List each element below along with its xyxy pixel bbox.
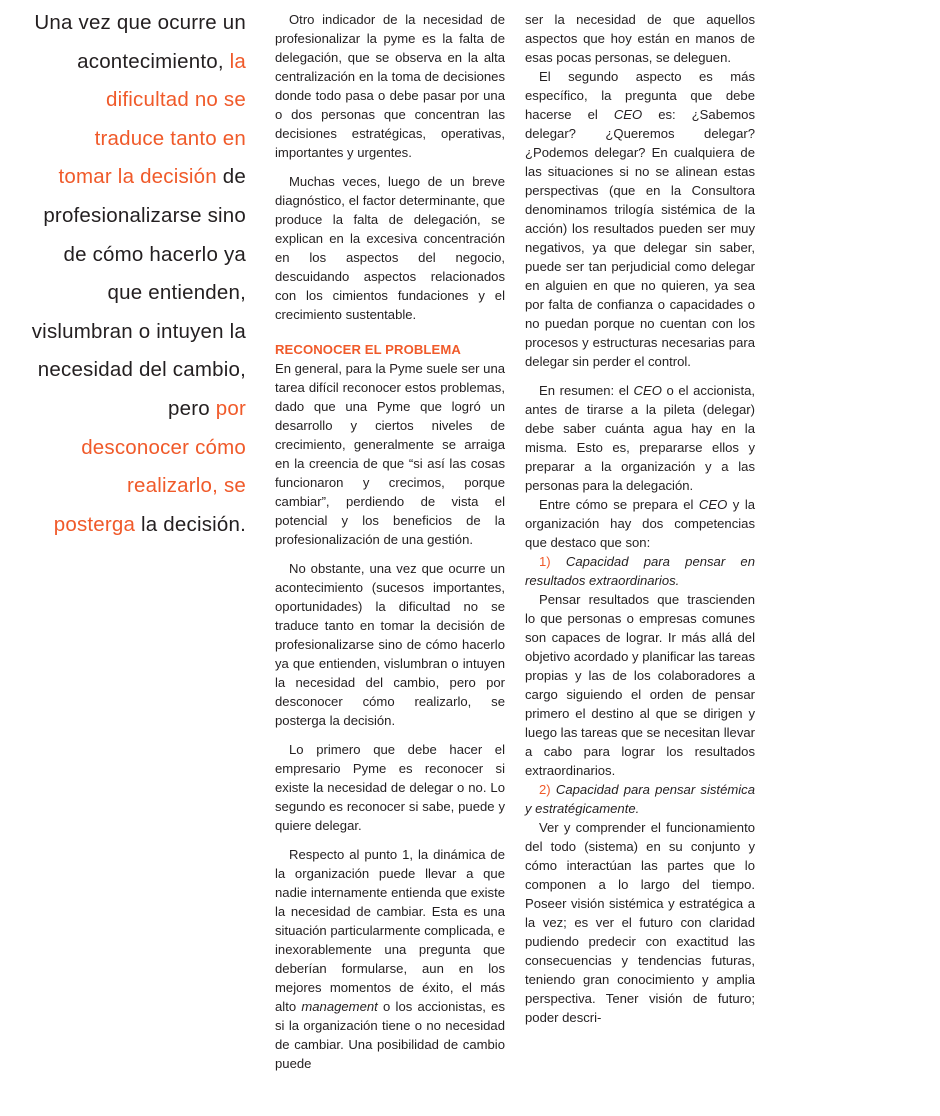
paragraph-text: Respecto al punto 1, la dinámica de la organización puede llevar a que nadie internamente entienda que existe la necesidad de cambiar. Esta es una situación particularmente complicada, e inexorablemente una pregunta que deberían formularse, aun en los mejores momentos de éxito, el más alto — [275, 847, 505, 1014]
list-item-heading — [525, 552, 755, 590]
paragraph: Muchas veces, luego de un breve diagnóstico, el factor determinante, que produce la falta de delegación, se explican en la excesiva concentración en los aspectos del negocio, descuidando aspectos relacionados con los cimientos fundaciones y el crecimiento sustentable. — [275, 174, 505, 322]
list-item-title: Capacidad para pensar sistémica y estratégicamente. — [525, 782, 755, 816]
pull-quote-highlight: la — [229, 49, 246, 73]
pull-quote-text: de — [216, 165, 246, 189]
list-number: 1) — [539, 554, 551, 569]
paragraph: Pensar resultados que trascienden lo que personas o empresas comunes son capaces de lograr. Ir más allá del objetivo acordado y planificar las tareas propias y las de los colaboradores a cargo siguiendo el orden de pensar primero el destino al que se dirigen y luego las tareas que se necesitan llevar a cabo para lograr los resultados extraordinarios. — [525, 592, 756, 778]
pull-quote-line — [14, 197, 246, 236]
paragraph: Ver y comprender el funcionamiento del todo (sistema) en su conjunto y cómo interactúan las partes que lo componen a lo largo del tiempo. Poseer visión sistémica y estratégica a la vez; es ver el futuro con claridad pudiendo predecir con exactitud las consecuencias y tendencias futuras, teniendo gran conocimiento y amplia perspectiva. Tener visión de futuro; poder descri- — [525, 820, 755, 1025]
pull-quote-line — [14, 158, 246, 197]
emphasis-text: CEO — [613, 107, 643, 122]
pull-quote-text: Una vez que ocurre un — [34, 11, 246, 34]
pull-quote-highlight: posterga — [53, 512, 136, 536]
pull-quote-text: pero — [168, 396, 216, 420]
paragraph: Lo primero que debe hacer el empresario Pyme es reconocer si existe la necesidad de delegar o no. Lo segundo es reconocer si sabe, puede y quiere delegar. — [275, 742, 505, 833]
pull-quote-line — [14, 390, 246, 429]
paragraph-text: es: ¿Sabemos delegar? ¿Queremos delegar? ¿Podemos delegar? En cualquiera de las situaciones si no se alinean estas perspectivas (que en la Consultora denominamos trilogía sistémica de la acción) los resultados pueden ser muy negativos, ya que delegar sin saber, puede ser tan perjudicial como delegar en alguien en que no quieren, ya sea por falta de confianza o capacidades o no puedan porque no cuentan con los procesos y estructuras necesarias para delegar sin perder el control. — [525, 107, 755, 369]
pull-quote-line — [14, 506, 246, 545]
pull-quote-highlight: por — [215, 396, 246, 420]
paragraph — [275, 845, 505, 1073]
emphasis-text: CEO — [698, 497, 728, 512]
list-number: 2) — [539, 782, 551, 797]
pull-quote-highlight: tomar la decisión — [58, 165, 217, 189]
pull-quote-text: necesidad del cambio, — [37, 358, 246, 382]
pull-quote-line — [14, 351, 246, 390]
pull-quote-line — [14, 313, 246, 352]
pull-quote-line — [14, 43, 246, 82]
list-item-heading — [525, 780, 755, 818]
paragraph-text: y la organización hay dos competencias que destaco que son: — [525, 497, 756, 550]
pull-quote-text: la decisión. — [135, 512, 246, 536]
pull-quote-line — [14, 274, 246, 313]
paragraph-text: o el accionista, antes de tirarse a la pileta (delegar) debe saber cuánta agua hay en la misma. Esto es, prepararse ellos y preparar a la organización y a las personas para la delegación. — [525, 383, 756, 493]
emphasis-text: CEO — [633, 383, 662, 398]
pull-quote-highlight: desconocer cómo — [81, 435, 246, 459]
body-column-2 — [525, 10, 755, 1027]
pull-quote-highlight: traduce tanto en — [94, 126, 246, 150]
pull-quote-line — [14, 236, 246, 275]
pull-quote-highlight: realizarlo, se — [126, 474, 246, 498]
paragraph: Otro indicador de la necesidad de profesionalizar la pyme es la falta de delegación, que se observa en la alta centralización en la toma de decisiones donde todo pasa o debe pasar por una o dos personas que concentran las decisiones estratégicas, operativas, importantes y urgentes. — [275, 12, 505, 160]
paragraph — [525, 495, 755, 552]
paragraph-text: El segundo aspecto es más específico, la pregunta que debe hacerse el — [525, 69, 755, 122]
pull-quote-text: acontecimiento, — [77, 49, 230, 73]
pull-quote-text: vislumbran o intuyen la — [31, 319, 246, 343]
section-heading: RECONOCER EL PROBLEMA — [275, 342, 461, 357]
paragraph-text: o los accionistas, es si la organización tiene o no necesidad de cambiar. Una posibilidad de cambio puede — [275, 999, 506, 1071]
pull-quote-line — [14, 4, 246, 43]
paragraph — [525, 381, 755, 495]
pull-quote-line — [14, 120, 246, 159]
paragraph: En general, para la Pyme suele ser una tarea difícil reconocer estos problemas, dado que una Pyme que logró un desarrollo y ciertos niveles de crecimiento, generalmente se arraiga en la creencia de que “si así las cosas funcionaron y crecimos, porque cambiar”, perdiendo de vista el potencial y los beneficios de la profesionalización de una gestión. — [275, 361, 506, 547]
paragraph-text: En resumen: el — [539, 383, 634, 398]
pull-quote-text: de cómo hacerlo ya — [63, 242, 246, 266]
paragraph-text: Entre cómo se prepara el — [539, 497, 699, 512]
paragraph: ser la necesidad de que aquellos aspectos que hoy están en manos de esas pocas personas, se deleguen. — [525, 12, 755, 65]
list-item-title: Capacidad para pensar en resultados extraordinarios. — [525, 554, 755, 588]
paragraph: No obstante, una vez que ocurre un acontecimiento (sucesos importantes, oportunidades) la dificultad no se traduce tanto en tomar la decisión de profesionalizarse sino de cómo hacerlo ya que entienden, vislumbran o intuyen la necesidad del cambio, pero por desconocer cómo realizarlo, se posterga la decisión. — [275, 561, 505, 728]
pull-quote-text: que entienden, — [107, 281, 246, 305]
pull-quote-highlight: dificultad no se — [106, 88, 246, 112]
pull-quote — [14, 4, 246, 544]
body-column-1 — [275, 10, 505, 1073]
pull-quote-line — [14, 429, 246, 468]
pull-quote-line — [14, 467, 246, 506]
emphasis-text: management — [301, 999, 378, 1014]
pull-quote-line — [14, 81, 246, 120]
pull-quote-text: profesionalizarse sino — [43, 203, 246, 227]
paragraph — [525, 67, 755, 371]
